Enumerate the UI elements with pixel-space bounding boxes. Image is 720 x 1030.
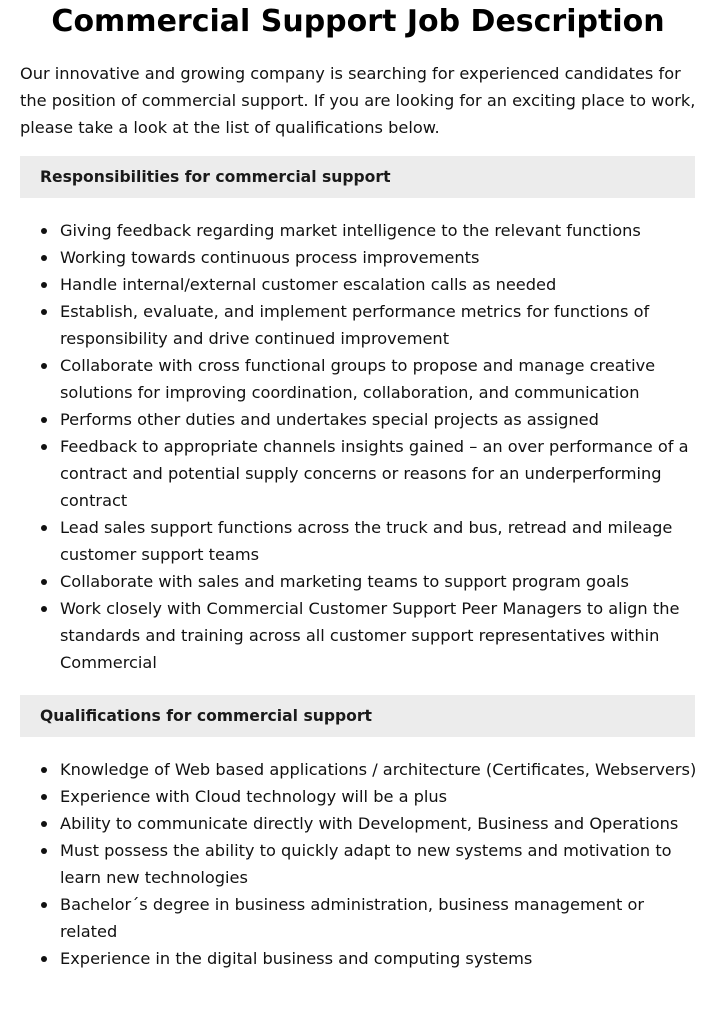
list-item-text: Establish, evaluate, and implement performance metrics for functions of responsibility and drive continued improvement (60, 302, 650, 348)
bullet-icon (41, 579, 47, 585)
list-item-text: Handle internal/external customer escalation calls as needed (60, 275, 557, 294)
list-item (60, 244, 700, 271)
list-item-text: Performs other duties and undertakes special projects as assigned (60, 410, 599, 429)
list-item-text: Ability to communicate directly with Development, Business and Operations (60, 814, 679, 833)
list-item-text: Feedback to appropriate channels insights gained – an over performance of a contract and potential supply concerns or reasons for an underperforming contract (60, 437, 689, 510)
list-item (60, 406, 700, 433)
list-item (60, 810, 700, 837)
bullet-icon (41, 767, 47, 773)
intro-paragraph: Our innovative and growing company is searching for experienced candidates for the position of commercial support. If you are looking for an exciting place to work, please take a look at the list of qualifications below. (20, 64, 696, 137)
list-item-text: Lead sales support functions across the truck and bus, retread and mileage customer support teams (60, 518, 673, 564)
list-item (60, 271, 700, 298)
list-item-text: Knowledge of Web based applications / architecture (Certificates, Webservers) (60, 760, 697, 779)
list-item (60, 568, 700, 595)
list-item-text: Collaborate with cross functional groups to propose and manage creative solutions for improving coordination, collaboration, and communication (60, 356, 656, 402)
list-item-text: Collaborate with sales and marketing teams to support program goals (60, 572, 629, 591)
bullet-icon (41, 228, 47, 234)
qualifications-list (60, 756, 700, 972)
bullet-icon (41, 282, 47, 288)
bullet-icon (41, 417, 47, 423)
bullet-icon (41, 363, 47, 369)
list-item (60, 352, 700, 406)
list-item (60, 783, 700, 810)
bullet-icon (41, 956, 47, 962)
qualifications-heading: Qualifications for commercial support (20, 695, 695, 737)
bullet-icon (41, 444, 47, 450)
list-item (60, 433, 700, 514)
list-item-text: Working towards continuous process improvements (60, 248, 480, 267)
list-item (60, 514, 700, 568)
list-item (60, 945, 700, 972)
list-item-text: Giving feedback regarding market intelligence to the relevant functions (60, 221, 641, 240)
bullet-icon (41, 848, 47, 854)
bullet-icon (41, 606, 47, 612)
bullet-icon (41, 255, 47, 261)
page-title: Commercial Support Job Description (51, 4, 665, 39)
bullet-icon (41, 821, 47, 827)
list-item-text: Experience with Cloud technology will be a plus (60, 787, 448, 806)
list-item-text: Bachelor´s degree in business administration, business management or related (60, 895, 645, 941)
responsibilities-heading: Responsibilities for commercial support (20, 156, 695, 198)
list-item-text: Experience in the digital business and computing systems (60, 949, 533, 968)
bullet-icon (41, 902, 47, 908)
list-item (60, 595, 700, 676)
list-item-text: Work closely with Commercial Customer Support Peer Managers to align the standards and training across all customer support representatives within Commercial (60, 599, 680, 672)
list-item-text: Must possess the ability to quickly adapt to new systems and motivation to learn new technologies (60, 841, 672, 887)
list-item (60, 891, 700, 945)
bullet-icon (41, 794, 47, 800)
bullet-icon (41, 525, 47, 531)
list-item (60, 837, 700, 891)
bullet-icon (41, 309, 47, 315)
list-item (60, 298, 700, 352)
responsibilities-list (60, 217, 700, 676)
list-item (60, 217, 700, 244)
list-item (60, 756, 700, 783)
